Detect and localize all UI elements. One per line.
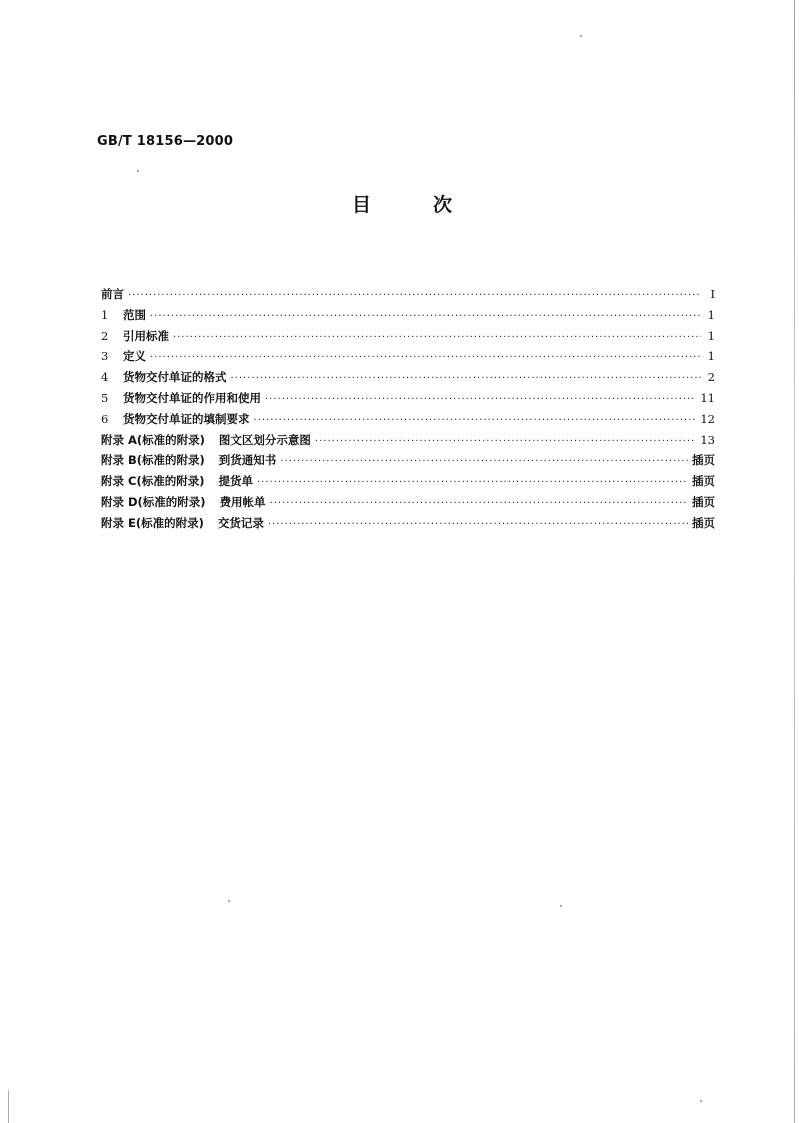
toc-number: 1 — [101, 307, 109, 322]
title-char-2: 次 — [433, 194, 453, 216]
scan-speck — [228, 900, 230, 902]
toc-entry-1[interactable] — [101, 307, 715, 328]
scan-speck — [560, 905, 562, 907]
toc-subtitle: 提货单 — [218, 474, 253, 489]
toc-leader — [150, 352, 701, 363]
page-title — [352, 190, 452, 217]
toc-page: 11 — [700, 390, 715, 405]
toc-label — [101, 390, 261, 406]
toc-title: 货物交付单证的格式 — [123, 370, 227, 385]
toc-page: 2 — [707, 370, 715, 385]
toc-title: 前言 — [101, 287, 124, 301]
toc-page: I — [710, 287, 715, 301]
toc-title: 引用标准 — [123, 328, 169, 343]
table-of-contents — [101, 286, 715, 536]
toc-label — [101, 473, 253, 489]
toc-title: 附录 C(标准的附录) — [101, 474, 205, 489]
toc-number: 5 — [101, 390, 109, 405]
toc-label — [101, 369, 227, 385]
toc-label — [101, 286, 124, 302]
toc-leader — [270, 498, 688, 509]
scan-speck — [137, 170, 139, 172]
toc-page: 1 — [707, 328, 715, 343]
toc-title: 货物交付单证的作用和使用 — [123, 390, 261, 405]
toc-leader — [315, 436, 696, 447]
toc-leader — [265, 394, 696, 405]
toc-entry-2[interactable] — [101, 328, 715, 349]
toc-subtitle: 交货记录 — [217, 515, 264, 530]
toc-label — [101, 515, 264, 531]
toc-leader — [280, 456, 688, 467]
toc-subtitle: 图文区划分示意图 — [218, 432, 311, 447]
toc-number: 2 — [101, 328, 109, 343]
toc-leader — [268, 519, 688, 530]
standard-number: GB/T 18156—2000 — [97, 134, 234, 149]
toc-entry-6[interactable] — [101, 411, 715, 432]
toc-title: 附录 D(标准的附录) — [101, 494, 206, 509]
toc-label — [101, 348, 146, 364]
toc-leader — [150, 311, 701, 322]
toc-entry-3[interactable] — [101, 348, 715, 369]
toc-page: 插页 — [692, 515, 715, 530]
toc-entry-appendix-d[interactable] — [101, 494, 715, 515]
toc-leader — [254, 415, 697, 426]
toc-page: 1 — [707, 307, 715, 322]
scan-speck — [580, 35, 582, 37]
toc-label — [101, 411, 250, 427]
toc-label — [101, 307, 146, 323]
toc-subtitle: 费用帐单 — [219, 494, 266, 509]
toc-page: 插页 — [692, 453, 715, 468]
toc-page: 1 — [707, 349, 715, 364]
toc-page: 12 — [700, 411, 715, 426]
toc-page: 插页 — [692, 494, 715, 509]
toc-title: 附录 B(标准的附录) — [101, 453, 205, 468]
toc-number: 6 — [101, 411, 109, 426]
toc-entry-5[interactable] — [101, 390, 715, 411]
toc-entry-appendix-e[interactable] — [101, 515, 715, 536]
toc-label — [101, 452, 276, 468]
toc-entry-appendix-b[interactable] — [101, 452, 715, 473]
toc-title: 范围 — [123, 307, 146, 322]
scan-edge-right — [794, 0, 795, 1123]
toc-title: 附录 E(标准的附录) — [101, 515, 204, 530]
toc-label — [101, 494, 266, 510]
toc-label — [101, 432, 311, 448]
toc-leader — [128, 290, 701, 301]
toc-entry-appendix-c[interactable] — [101, 473, 715, 494]
scan-edge-left — [8, 1090, 9, 1123]
scan-speck — [700, 1100, 702, 1102]
toc-page: 13 — [700, 432, 715, 447]
toc-title: 附录 A(标准的附录) — [101, 432, 205, 447]
toc-title: 定义 — [123, 349, 146, 364]
toc-subtitle: 到货通知书 — [218, 453, 277, 468]
title-char-1: 目 — [352, 194, 372, 216]
toc-number: 4 — [101, 370, 109, 385]
toc-label — [101, 328, 169, 344]
toc-number: 3 — [101, 349, 109, 364]
toc-leader — [257, 477, 688, 488]
toc-entry-foreword[interactable] — [101, 286, 715, 307]
toc-leader — [231, 373, 702, 384]
toc-entry-4[interactable] — [101, 369, 715, 390]
toc-leader — [173, 332, 701, 343]
toc-page: 插页 — [692, 474, 715, 489]
toc-entry-appendix-a[interactable] — [101, 432, 715, 453]
toc-title: 货物交付单证的填制要求 — [123, 411, 250, 426]
